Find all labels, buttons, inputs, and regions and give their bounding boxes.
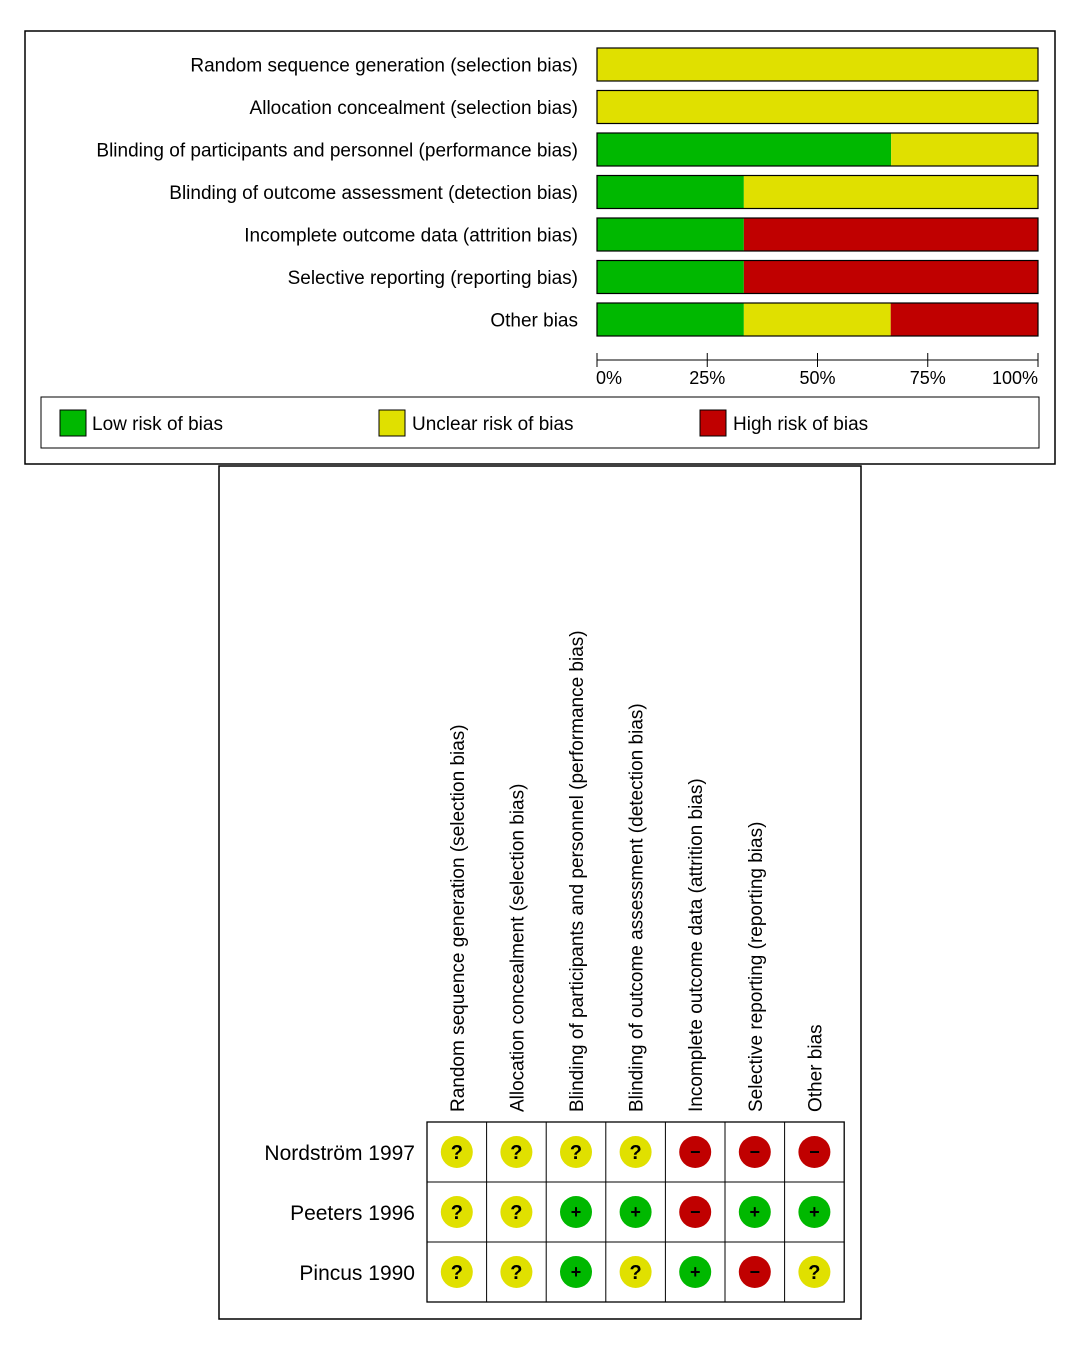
- x-axis-tick-label: 25%: [689, 368, 726, 388]
- judgement-symbol: ?: [569, 1142, 583, 1164]
- judgement-symbol: +: [630, 1202, 641, 1222]
- summary-study-label: Pincus 1990: [299, 1262, 415, 1285]
- x-axis-tick-label: 0%: [596, 368, 623, 388]
- judgement-symbol: ?: [510, 1202, 523, 1224]
- graph-bar-segment-low: [597, 218, 744, 251]
- graph-row-label: Blinding of participants and personnel (performance bias): [96, 140, 578, 162]
- graph-row-label: Blinding of outcome assessment (detection bias): [169, 183, 578, 204]
- graph-bar-segment-unclear: [744, 303, 891, 336]
- judgement-symbol: ?: [629, 1142, 642, 1164]
- graph-row-label: Incomplete outcome data (attrition bias): [244, 225, 578, 247]
- judgement-symbol: −: [749, 1262, 761, 1282]
- graph-bar-segment-low: [597, 133, 891, 166]
- judgement-symbol: +: [749, 1202, 761, 1222]
- judgement-symbol: −: [689, 1142, 701, 1162]
- judgement-symbol: ?: [450, 1142, 463, 1164]
- legend-label-unclear: Unclear risk of bias: [412, 414, 574, 435]
- judgement-symbol: ?: [450, 1202, 463, 1224]
- x-axis-tick-label: 75%: [909, 368, 946, 388]
- judgement-symbol: ?: [629, 1262, 642, 1284]
- judgement-symbol: +: [570, 1262, 582, 1282]
- legend-swatch-high: [700, 410, 726, 436]
- summary-study-label: Nordström 1997: [264, 1142, 415, 1165]
- summary-study-label: Peeters 1996: [290, 1202, 415, 1225]
- graph-row-label: Other bias: [490, 310, 578, 332]
- graph-bar-segment-unclear: [891, 133, 1038, 166]
- summary-column-header: Allocation concealment (selection bias): [507, 783, 529, 1112]
- summary-column-header: Random sequence generation (selection bias): [447, 724, 469, 1112]
- judgement-symbol: ?: [808, 1262, 821, 1284]
- judgement-symbol: ?: [510, 1262, 523, 1284]
- summary-column-header: Blinding of participants and personnel (performance bias): [567, 630, 588, 1112]
- judgement-symbol: −: [689, 1202, 701, 1222]
- graph-bar-segment-high: [744, 218, 1038, 251]
- summary-column-header: Selective reporting (reporting bias): [745, 821, 767, 1112]
- judgement-symbol: +: [570, 1202, 582, 1222]
- graph-bar-segment-low: [597, 303, 744, 336]
- x-axis-tick-label: 50%: [799, 368, 836, 388]
- graph-row-label: Allocation concealment (selection bias): [249, 98, 578, 119]
- graph-bar-segment-low: [597, 261, 744, 294]
- legend-label-low: Low risk of bias: [92, 414, 223, 435]
- legend-swatch-unclear: [379, 410, 405, 436]
- graph-bar-segment-low: [597, 176, 744, 209]
- judgement-symbol: −: [749, 1142, 761, 1162]
- graph-bar-segment-unclear: [744, 176, 1038, 209]
- judgement-symbol: −: [809, 1142, 820, 1162]
- x-axis-tick-label: 100%: [991, 368, 1038, 388]
- legend-label-high: High risk of bias: [733, 414, 869, 435]
- graph-row-label: Random sequence generation (selection bias): [190, 55, 578, 77]
- judgement-symbol: ?: [510, 1142, 523, 1164]
- legend-swatch-low: [60, 410, 86, 436]
- summary-column-header: Blinding of outcome assessment (detection bias): [626, 703, 648, 1112]
- judgement-symbol: ?: [450, 1262, 463, 1284]
- graph-bar-segment-high: [744, 261, 1038, 294]
- graph-bar-segment-unclear: [597, 91, 1038, 124]
- graph-row-label: Selective reporting (reporting bias): [287, 268, 578, 289]
- graph-bar-segment-high: [891, 303, 1038, 336]
- judgement-symbol: +: [689, 1262, 701, 1282]
- judgement-symbol: +: [809, 1202, 820, 1222]
- summary-column-header: Other bias: [805, 1024, 827, 1112]
- graph-bar-segment-unclear: [597, 48, 1038, 81]
- summary-column-header: Incomplete outcome data (attrition bias): [686, 778, 708, 1112]
